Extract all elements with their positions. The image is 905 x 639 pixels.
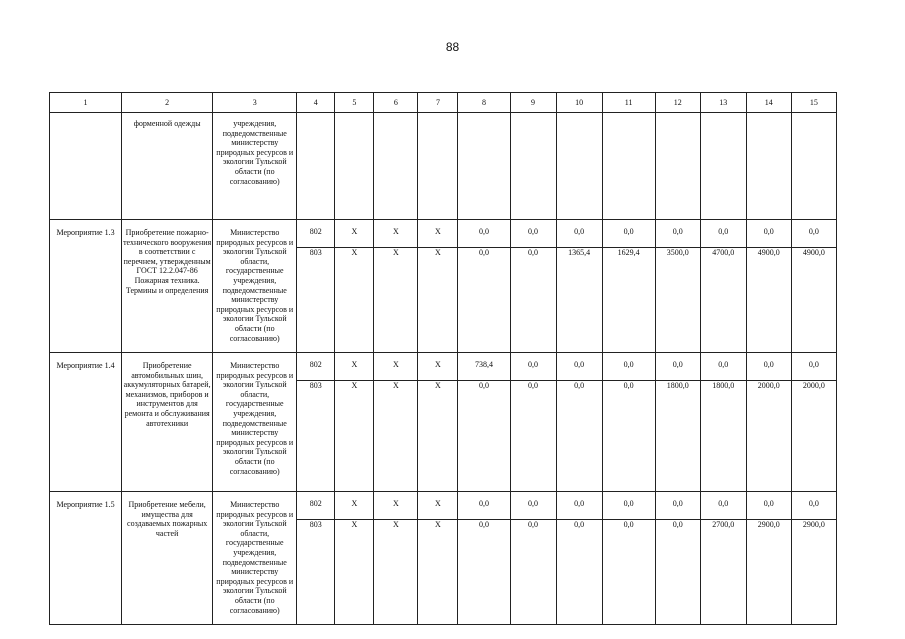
cell-value: 2000,0 — [746, 381, 791, 492]
cell-value: 0,0 — [746, 220, 791, 248]
cell-value: X — [418, 220, 458, 248]
cell-value: X — [335, 381, 374, 492]
cell-value: X — [374, 353, 418, 381]
cell-description: Приобретение автомобильных шин, аккумуляторных батарей, механизмов, приборов и инструментов для ремонта и обслуживания автотехники — [122, 353, 213, 492]
cell-value: 802 — [297, 492, 335, 520]
cell-value: 803 — [297, 381, 335, 492]
cell-value: X — [374, 381, 418, 492]
cell-value: 0,0 — [510, 381, 556, 492]
cell-value: 0,0 — [700, 353, 746, 381]
cell-value: 0,0 — [510, 248, 556, 353]
cell-value: 0,0 — [556, 220, 602, 248]
cell-value: 738,4 — [458, 353, 510, 381]
cell-value: X — [374, 520, 418, 625]
cell-value: X — [335, 353, 374, 381]
cell-value: 2000,0 — [791, 381, 836, 492]
cell-value: X — [374, 248, 418, 353]
cell-value: 1800,0 — [655, 381, 700, 492]
cell-value: 802 — [297, 353, 335, 381]
cell-value: X — [418, 520, 458, 625]
budget-table — [49, 92, 837, 625]
cell-measure-id: Мероприятие 1.3 — [50, 220, 122, 353]
column-number: 11 — [602, 93, 655, 113]
cell-value: 0,0 — [458, 492, 510, 520]
cell-value: 0,0 — [602, 492, 655, 520]
column-number: 6 — [374, 93, 418, 113]
cell-value: X — [374, 220, 418, 248]
cell-value: 0,0 — [746, 492, 791, 520]
column-number-row — [50, 93, 837, 113]
cell-value: 0,0 — [458, 220, 510, 248]
cell-value: 1800,0 — [700, 381, 746, 492]
cell-value: 2900,0 — [746, 520, 791, 625]
empty-cell — [510, 113, 556, 220]
cell-executor: учреждения, подведомственные министерству природных ресурсов и экологии Тульской области (по согласованию) — [213, 113, 297, 220]
cell-value: 0,0 — [746, 353, 791, 381]
cell-value: 0,0 — [510, 353, 556, 381]
cell-value: 0,0 — [556, 381, 602, 492]
column-number: 2 — [122, 93, 213, 113]
cell-value: 2700,0 — [700, 520, 746, 625]
cell-value: 0,0 — [602, 381, 655, 492]
cell-value: 0,0 — [602, 520, 655, 625]
empty-cell — [602, 113, 655, 220]
empty-cell — [297, 113, 335, 220]
cell-value: 3500,0 — [655, 248, 700, 353]
column-number: 8 — [458, 93, 510, 113]
cell-measure-id: Мероприятие 1.5 — [50, 492, 122, 625]
cell-executor: Министерство природных ресурсов и экологии Тульской области, государственные учреждения, подведомственные министерству природных ресурсов и экологии Тульской области (по согласованию) — [213, 220, 297, 353]
cell-value: 4900,0 — [746, 248, 791, 353]
column-number: 4 — [297, 93, 335, 113]
table-row — [50, 220, 837, 248]
cell-value: 0,0 — [602, 220, 655, 248]
column-number: 15 — [791, 93, 836, 113]
column-number: 7 — [418, 93, 458, 113]
cell-value: 4700,0 — [700, 248, 746, 353]
cell-measure-id: Мероприятие 1.4 — [50, 353, 122, 492]
column-number: 1 — [50, 93, 122, 113]
column-number: 9 — [510, 93, 556, 113]
empty-cell — [700, 113, 746, 220]
cell-value: 1365,4 — [556, 248, 602, 353]
cell-value: X — [335, 520, 374, 625]
cell-value: 0,0 — [655, 520, 700, 625]
empty-cell — [746, 113, 791, 220]
cell-value: 803 — [297, 520, 335, 625]
cell-value: 0,0 — [556, 353, 602, 381]
cell-value: 0,0 — [655, 220, 700, 248]
cell-value: 803 — [297, 248, 335, 353]
cell-value: X — [335, 492, 374, 520]
cell-description: Приобретение мебели, имущества для создаваемых пожарных частей — [122, 492, 213, 625]
table-row — [50, 353, 837, 381]
cell-value: 0,0 — [791, 353, 836, 381]
cell-value: 0,0 — [510, 492, 556, 520]
empty-cell — [418, 113, 458, 220]
cell-value: 1629,4 — [602, 248, 655, 353]
cell-value: 0,0 — [510, 220, 556, 248]
continuation-row — [50, 113, 837, 220]
cell-value: 0,0 — [556, 520, 602, 625]
cell-value: 0,0 — [602, 353, 655, 381]
cell-value: X — [374, 492, 418, 520]
cell-executor: Министерство природных ресурсов и экологии Тульской области, государственные учреждения, подведомственные министерству природных ресурсов и экологии Тульской области (по согласованию) — [213, 353, 297, 492]
cell-value: X — [335, 220, 374, 248]
cell-value: 0,0 — [510, 520, 556, 625]
column-number: 14 — [746, 93, 791, 113]
cell-value: X — [418, 492, 458, 520]
empty-cell — [791, 113, 836, 220]
empty-cell — [374, 113, 418, 220]
cell-description: форменной одежды — [122, 113, 213, 220]
cell-value: 2900,0 — [791, 520, 836, 625]
cell-value: 0,0 — [655, 353, 700, 381]
cell-value: 0,0 — [458, 248, 510, 353]
cell-value: 802 — [297, 220, 335, 248]
cell-value: 0,0 — [700, 220, 746, 248]
empty-cell — [556, 113, 602, 220]
cell-value: 4900,0 — [791, 248, 836, 353]
column-number: 3 — [213, 93, 297, 113]
cell-executor: Министерство природных ресурсов и экологии Тульской области, государственные учреждения, подведомственные министерству природных ресурсов и экологии Тульской области (по согласованию) — [213, 492, 297, 625]
cell-value: 0,0 — [458, 381, 510, 492]
empty-cell — [655, 113, 700, 220]
column-number: 12 — [655, 93, 700, 113]
cell-value: 0,0 — [791, 220, 836, 248]
column-number: 5 — [335, 93, 374, 113]
cell-value: 0,0 — [791, 492, 836, 520]
cell-description: Приобретение пожарно-технического вооружения в соответствии с перечнем, утвержденным ГОСТ 12.2.047-86 Пожарная техника. Термины и определения — [122, 220, 213, 353]
column-number: 13 — [700, 93, 746, 113]
column-number: 10 — [556, 93, 602, 113]
cell-value: 0,0 — [700, 492, 746, 520]
cell-value: 0,0 — [655, 492, 700, 520]
cell-value: X — [418, 248, 458, 353]
cell-value: 0,0 — [556, 492, 602, 520]
cell-value: X — [418, 381, 458, 492]
table-row — [50, 492, 837, 520]
page-number: 88 — [445, 40, 460, 54]
cell-value: X — [418, 353, 458, 381]
cell-value: X — [335, 248, 374, 353]
cell-measure-id — [50, 113, 122, 220]
empty-cell — [458, 113, 510, 220]
empty-cell — [335, 113, 374, 220]
cell-value: 0,0 — [458, 520, 510, 625]
